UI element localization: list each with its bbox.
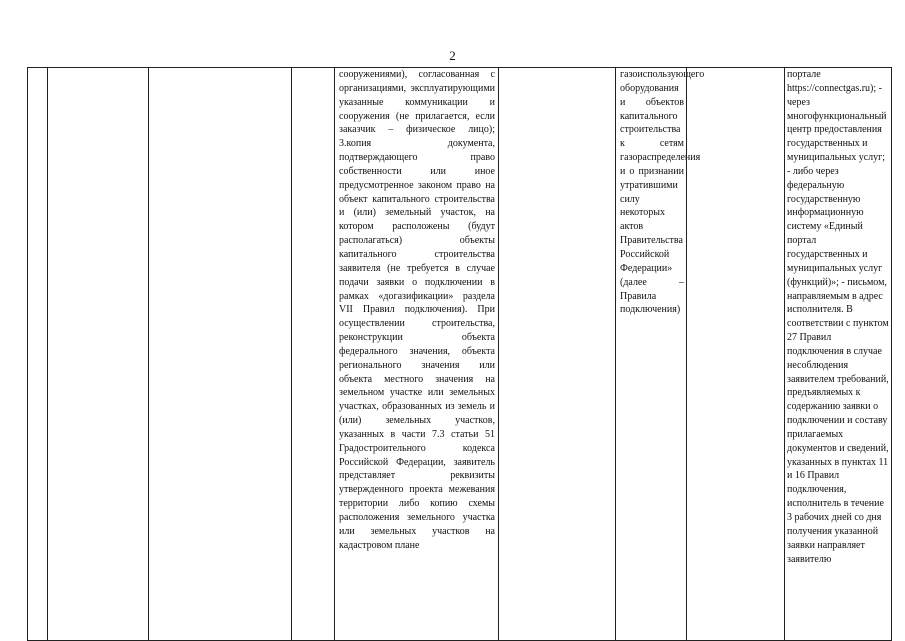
cell-required-documents — [335, 68, 499, 641]
submission-methods-text: портале https://connectgas.ru); - через многофункциональный центр предоставления государственных и муниципальных услуг; - либо через федеральную государственную информационную систему «Единый портал государственных и муниципальных услуг (функций)»; - письмом, направляемым в адрес исполнителя. В соответствии с пунктом 27 Правил подключения в случае несоблюдения заявителем требований, предъявляемых к содержанию заявки о подключении и составу прилагаемых документов и сведений, указанных в пунктах 11 и 16 Правил подключения, исполнитель в течение 3 рабочих дней со дня получения указанной заявки направляет заявителю — [787, 69, 889, 565]
document-table — [27, 67, 892, 641]
cell-empty-2 — [687, 68, 785, 641]
cell-legal-basis — [616, 68, 705, 641]
page-number: 2 — [449, 48, 456, 63]
table-row — [28, 68, 892, 641]
legal-basis-text: газоиспользующего оборудования и объектов капитального строительства к сетям газораспределения и о признании утратившими силу некоторых актов Правительства Российской Федерации» (далее – Правила подключения) — [620, 69, 705, 316]
cell-submission-methods — [785, 68, 892, 641]
cell-number — [28, 68, 48, 641]
cell-service-description — [149, 68, 292, 641]
cell-narrow — [292, 68, 335, 641]
cell-empty — [499, 68, 616, 641]
cell-service-name — [48, 68, 149, 641]
required-documents-text: сооружениями), согласованная с организациями, эксплуатирующими указанные коммуникации и сооружения (не прилагается, если заказчик – физическое лицо); 3.копия документа, подтверждающего право собственности или иное предусмотренное законом право на объект капитального строительства и (или) земельный участок, на котором расположены (будут располагаться) объекты капитального строительства заявителя (не требуется в случае подачи заявки о подключении в рамках «догазификации» раздела VII Правил подключения). При осуществлении строительства, реконструкции объекта федерального значения, объекта регионального значения или объекта местного значения на земельном участке или земельных участках, образованных из земель и (или) земельных участков, указанных в части 7.3 статьи 51 Градостроительного кодекса Российской Федерации, заявитель представляет реквизиты утвержденного проекта межевания территории либо копию схемы расположения земельного участка или земельных участков на кадастровом плане — [339, 69, 495, 551]
